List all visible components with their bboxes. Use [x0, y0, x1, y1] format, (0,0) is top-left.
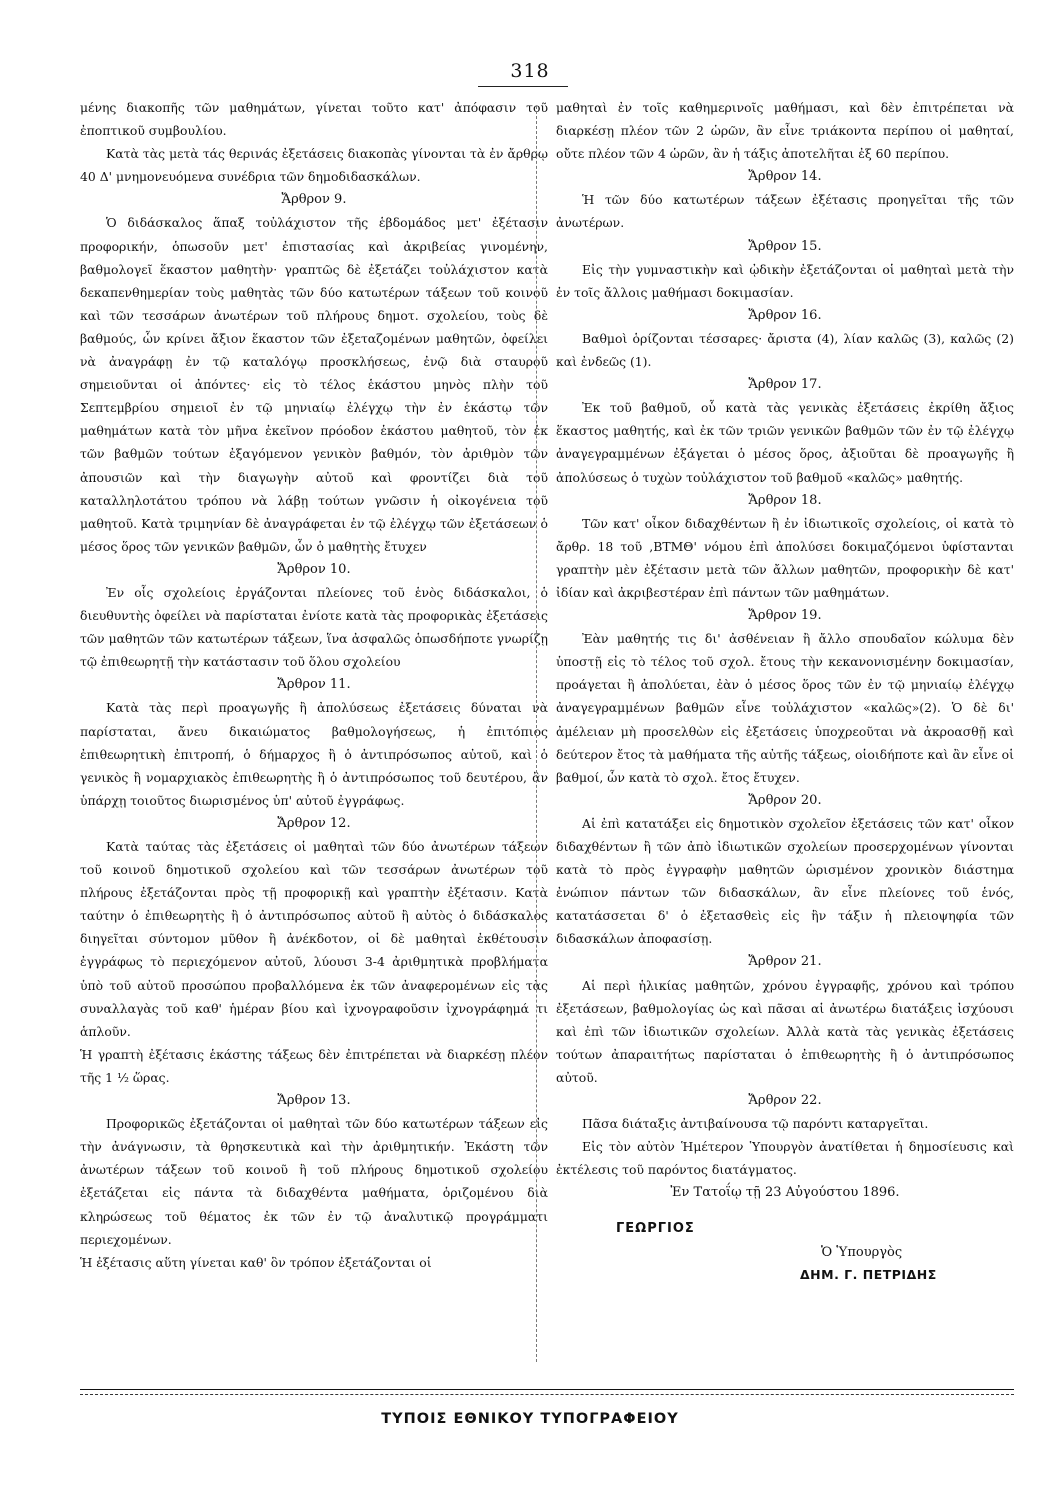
paragraph: Εἰς τὸν αὐτὸν Ἡμέτερον Ὑπουργὸν ἀνατίθεται ἡ δημοσίευσις καὶ ἐκτέλεσις τοῦ παρόντος διατάγματος. — [556, 1139, 1014, 1178]
article-heading: Ἐν Τατοΐῳ τῇ 23 Αὐγούστου 1896. — [670, 1185, 900, 1201]
page-number-rule — [478, 86, 568, 87]
paragraph: Αἱ περὶ ἡλικίας μαθητῶν, χρόνου ἐγγραφῆς, χρόνου καὶ τρόπου ἐξετάσεων, βαθμολογίας ὡς καὶ πᾶσαι αἱ ἀνωτέρω διατάξεις ἰσχύουσι καὶ ἐπὶ τῶν ἰδιωτικῶν σχολείων. Ἀλλὰ κατὰ τὰς γενικὰς ἐξετάσεις τούτων ἀπαραιτήτως παρίσταται ὁ ἐπιθεωρητὴς ἢ ὁ ἀντιπρόσωπος αὐτοῦ. — [556, 977, 1014, 1085]
footer-rule-dashed — [80, 1394, 1014, 1395]
right-column — [556, 96, 1014, 1301]
paragraph: Προφορικῶς ἐξετάζονται οἱ μαθηταὶ τῶν δύο κατωτέρων τάξεων εἰς τὴν ἀνάγνωσιν, τὰ θρησκευτικὰ καὶ τὴν ἀριθμητικήν. Ἑκάστη τῶν ἀνωτέρων τάξεων τοῦ κοινοῦ ἢ τοῦ πλήρους δημοτικοῦ σχολείου ἐξετάζεται εἰς πάντα τὰ διδαχθέντα μαθήματα, ὁριζομένου διὰ κληρώσεως τοῦ θέματος ἐκ τῶν ἐν τῷ ἀναλυτικῷ προγράμματι περιεχομένων. — [80, 1116, 548, 1247]
paragraph: Κατὰ τὰς μετὰ τάς θερινάς ἐξετάσεις διακοπὰς γίνονται τὰ ἐν ἄρθρῳ 40 Δ' μνημονευόμενα συνέδρια τῶν δημοδιδασκάλων. — [80, 146, 548, 185]
signature-block — [556, 1211, 1014, 1301]
article-heading: Ἄρθρον 19. — [748, 608, 822, 624]
article-heading: Ἄρθρον 16. — [748, 307, 822, 323]
article-heading: Ἄρθρον 10. — [277, 561, 351, 577]
column-separator — [536, 106, 537, 1362]
article-heading: Ἄρθρον 9. — [281, 192, 347, 208]
paragraph: Ἡ γραπτὴ ἐξέτασις ἑκάστης τάξεως δὲν ἐπιτρέπεται νὰ διαρκέσῃ πλέον τῆς 1 ½ ὥρας. — [80, 1046, 548, 1085]
article-heading: Ἄρθρον 22. — [748, 1093, 822, 1109]
paragraph: Ἐὰν μαθητής τις δι' ἀσθένειαν ἢ ἄλλο σπουδαῖον κώλυμα δὲν ὑποστῇ εἰς τὸ τέλος τοῦ σχολ. ἔτους τὴν κεκανονισμένην δοκιμασίαν, προάγεται ἢ ἀπολύεται, ἐὰν ὁ μέσος ὅρος τῶν ἐν τῷ μηνιαίῳ ἐλέγχῳ ἀναγεγραμμένων βαθμῶν εἶνε τοὐλάχιστον «καλῶς»(2). Ὁ δὲ δι' ἀμέλειαν μὴ προσελθὼν εἰς ἐξετάσεις ὑποχρεοῦται νὰ ἀκροασθῇ καὶ δεύτερον ἔτος τὰ μαθήματα τῆς αὐτῆς τάξεως, οἱοιδήποτε καὶ ἂν εἶνε οἱ βαθμοί, ὧν κατὰ τὸ σχολ. ἔτος ἔτυχεν. — [556, 631, 1014, 785]
article-heading: Ἄρθρον 18. — [748, 492, 822, 508]
paragraph: Ἡ τῶν δύο κατωτέρων τάξεων ἐξέτασις προηγεῖται τῆς τῶν ἀνωτέρων. — [556, 192, 1014, 231]
article-heading: Ἄρθρον 11. — [277, 677, 351, 693]
paragraph: Εἰς τὴν γυμναστικὴν καὶ ᾠδικὴν ἐξετάζονται οἱ μαθηταὶ μετὰ τὴν ἐν τοῖς ἄλλοις μαθήμασι δοκιμασίαν. — [556, 261, 1014, 300]
article-heading: Ἄρθρον 13. — [277, 1093, 351, 1109]
king-signature: ΓΕΩΡΓΙΟΣ — [616, 1220, 695, 1236]
minister-title: Ὁ Ὑπουργὸς — [821, 1244, 903, 1260]
footer-rule — [80, 1389, 1014, 1390]
paragraph: Κατὰ τὰς περὶ προαγωγῆς ἢ ἀπολύσεως ἐξετάσεις δύναται νὰ παρίσταται, ἄνευ δικαιώματος βαθμολογήσεως, ἡ ἐπιτόπιος ἐπιθεωρητικὴ ἐπιτροπή, ὁ δήμαρχος ἢ ὁ ἀντιπρόσωπος αὐτοῦ, καὶ ὁ γενικὸς ἢ νομαρχιακὸς ἐπιθεωρητὴς ἢ ὁ ἀντιπρόσωπος τοῦ δευτέρου, ἂν ὑπάρχῃ τοιοῦτος διωρισμένος ὑπ' αὐτοῦ ἐγγράφως. — [80, 700, 548, 808]
paragraph: μαθηταὶ ἐν τοῖς καθημερινοῖς μαθήμασι, καὶ δὲν ἐπιτρέπεται νὰ διαρκέσῃ πλέον τῶν 2 ὡρῶν, ἂν εἶνε τριάκοντα περίπου οἱ μαθηταί, οὔτε πλέον τῶν 4 ὡρῶν, ἂν ἡ τάξις ἀποτελῆται ἐξ 60 περίπου. — [556, 100, 1014, 162]
page-number: 318 — [510, 60, 550, 82]
article-heading: Ἄρθρον 12. — [277, 815, 351, 831]
printer-imprint: ΤΥΠΟΙΣ ΕΘΝΙΚΟΥ ΤΥΠΟΓΡΑΦΕΙΟΥ — [381, 1411, 679, 1427]
article-heading: Ἄρθρον 21. — [748, 954, 822, 970]
paragraph: μένης διακοπῆς τῶν μαθημάτων, γίνεται τοῦτο κατ' ἀπόφασιν τοῦ ἐποπτικοῦ συμβουλίου. — [80, 100, 548, 139]
minister-signature: ΔΗΜ. Γ. ΠΕΤΡΙΔΗΣ — [800, 1266, 937, 1282]
paragraph: Ὁ διδάσκαλος ἅπαξ τοὐλάχιστον τῆς ἑβδομάδος μετ' ἐξέτασιν προφορικήν, ὁπωσοῦν μετ' ἐπιστασίας καὶ ἀκριβείας γινομένην, βαθμολογεῖ ἕκαστον μαθητὴν· γραπτῶς δὲ ἐξετάζει τοὐλάχιστον κατὰ δεκαπενθημερίαν τοὺς μαθητὰς τῶν δύο κατωτέρων τάξεων τοῦ κοινοῦ καὶ τῶν τεσσάρων ἀνωτέρων τοῦ πλήρους δημοτ. σχολείου, τοὺς δὲ βαθμούς, ὧν κρίνει ἄξιον ἕκαστον τῶν ἐξεταζομένων μαθητῶν, ὀφείλει νὰ ἀναγράφῃ ἐν τῷ καταλόγῳ προσκλήσεως, ἐνῷ διὰ σταυροῦ σημειοῦνται οἱ ἀπόντες· εἰς τὸ τέλος ἑκάστου μηνὸς πλὴν τοῦ Σεπτεμβρίου σημειοῖ ἐν τῷ μηνιαίῳ ἐλέγχῳ τὴν ἐν ἑκάστῳ τῶν μαθημάτων κατὰ τὸν μῆνα ἐκεῖνον πρόοδον ἑκάστου μαθητοῦ, τὸν ἐκ τῶν βαθμῶν τούτων ἐξαγόμενον γενικὸν βαθμόν, τὸν ἀριθμὸν τῶν ἀπουσιῶν καὶ τὴν διαγωγὴν αὐτοῦ καὶ φροντίζει διὰ τοῦ καταλληλοτάτου τρόπου νὰ λάβῃ τούτων γνῶσιν ἡ οἰκογένεια τοῦ μαθητοῦ. Κατὰ τριμηνίαν δὲ ἀναγράφεται ἐν τῷ ἐλέγχῳ τῶν ἐξετάσεων ὁ μέσος ὅρος τῶν γενικῶν βαθμῶν, ὧν ὁ μαθητὴς ἔτυχεν — [80, 215, 548, 554]
paragraph: Τῶν κατ' οἶκον διδαχθέντων ἢ ἐν ἰδιωτικοῖς σχολείοις, οἱ κατὰ τὸ ἄρθρ. 18 τοῦ ,ΒΤΜΘ' νόμου ἐπὶ ἀπολύσει δοκιμαζόμενοι ὑφίστανται γραπτὴν μὲν ἐξέτασιν μετὰ τῶν ἄλλων μαθητῶν, προφορικὴν δὲ κατ' ἰδίαν καὶ ἀκριβεστέραν ἐπὶ πάντων τῶν μαθημάτων. — [556, 515, 1014, 600]
paragraph: Αἱ ἐπὶ κατατάξει εἰς δημοτικὸν σχολεῖον ἐξετάσεις τῶν κατ' οἶκον διδαχθέντων ἢ τῶν ἀπὸ ἰδιωτικῶν σχολείων προσερχομένων γίνονται κατὰ τὸ πρὸς ἐγγραφὴν μαθητῶν ὡρισμένον χρονικὸν διάστημα ἐνώπιον πάντων τῶν διδασκάλων, ἂν εἶνε πλείονες τοῦ ἑνός, κατατάσσεται δ' ὁ ἐξετασθεὶς εἰς ἣν τάξιν ἡ πλειοψηφία τῶν διδασκάλων ἀποφασίσῃ. — [556, 815, 1014, 947]
paragraph: Πᾶσα διάταξις ἀντιβαίνουσα τῷ παρόντι καταργεῖται. — [582, 1116, 929, 1132]
paragraph: Ἐκ τοῦ βαθμοῦ, οὗ κατὰ τὰς γενικὰς ἐξετάσεις ἐκρίθη ἄξιος ἕκαστος μαθητής, καὶ ἐκ τῶν τριῶν γενικῶν βαθμῶν τῶν ἐν τῷ ἐλέγχῳ ἀναγεγραμμένων ἐξάγεται ὁ μέσος ὅρος, ἀξιοῦται δὲ προαγωγῆς ἢ ἀπολύσεως ὁ τυχὼν τοὐλάχιστον τοῦ βαθμοῦ «καλῶς» μαθητής. — [556, 400, 1014, 485]
paragraph: Ἡ ἐξέτασις αὕτη γίνεται καθ' ὃν τρόπον ἐξετάζονται οἱ — [80, 1254, 432, 1270]
paragraph: Κατὰ ταύτας τὰς ἐξετάσεις οἱ μαθηταὶ τῶν δύο ἀνωτέρων τάξεων τοῦ κοινοῦ δημοτικοῦ σχολείου καὶ τῶν τεσσάρων ἀνωτέρων τοῦ πλήρους ἐξετάζονται πρὸς τῇ προφορικῇ καὶ γραπτὴν ἐξέτασιν. Κατὰ ταύτην ὁ ἐπιθεωρητὴς ἢ ὁ ἀντιπρόσωπος αὐτοῦ ἢ αὐτὸς ὁ διδάσκαλος διηγεῖται σύντομον μῦθον ἢ ἀνέκδοτον, οἱ δὲ μαθηταὶ ἐκθέτουσιν ἐγγράφως τὸ περιεχόμενον αὐτοῦ, λύουσι 3-4 ἀριθμητικὰ προβλήματα ὑπὸ τοῦ αὐτοῦ προσώπου προβαλλόμενα ἐκ τῶν ἀναφερομένων εἰς τὰς συναλλαγὰς τοῦ καθ' ἡμέραν βίου καὶ ἰχνογραφοῦσιν ἰχνογράφημά τι ἁπλοῦν. — [80, 839, 548, 1039]
article-heading: Ἄρθρον 17. — [748, 377, 822, 393]
paragraph: Βαθμοὶ ὁρίζονται τέσσαρες· ἄριστα (4), λίαν καλῶς (3), καλῶς (2) καὶ ἐνδεῶς (1). — [556, 330, 1014, 370]
article-heading: Ἄρθρον 14. — [748, 169, 822, 185]
left-column — [80, 96, 548, 1274]
article-heading: Ἄρθρον 20. — [748, 792, 822, 808]
article-heading: Ἄρθρον 15. — [748, 238, 822, 254]
paragraph: Ἐν οἷς σχολείοις ἐργάζονται πλείονες τοῦ ἑνὸς διδάσκαλοι, ὁ διευθυντὴς ὀφείλει νὰ παρίσταται ἐνίοτε κατὰ τὰς προφορικὰς ἐξετάσεις τῶν μαθητῶν τῶν κατωτέρων τάξεων, ἵνα ἀσφαλῶς ὁπωσδήποτε γνωρίζῃ τῷ ἐπιθεωρητῇ τὴν κατάστασιν τοῦ ὅλου σχολείου — [80, 584, 548, 670]
